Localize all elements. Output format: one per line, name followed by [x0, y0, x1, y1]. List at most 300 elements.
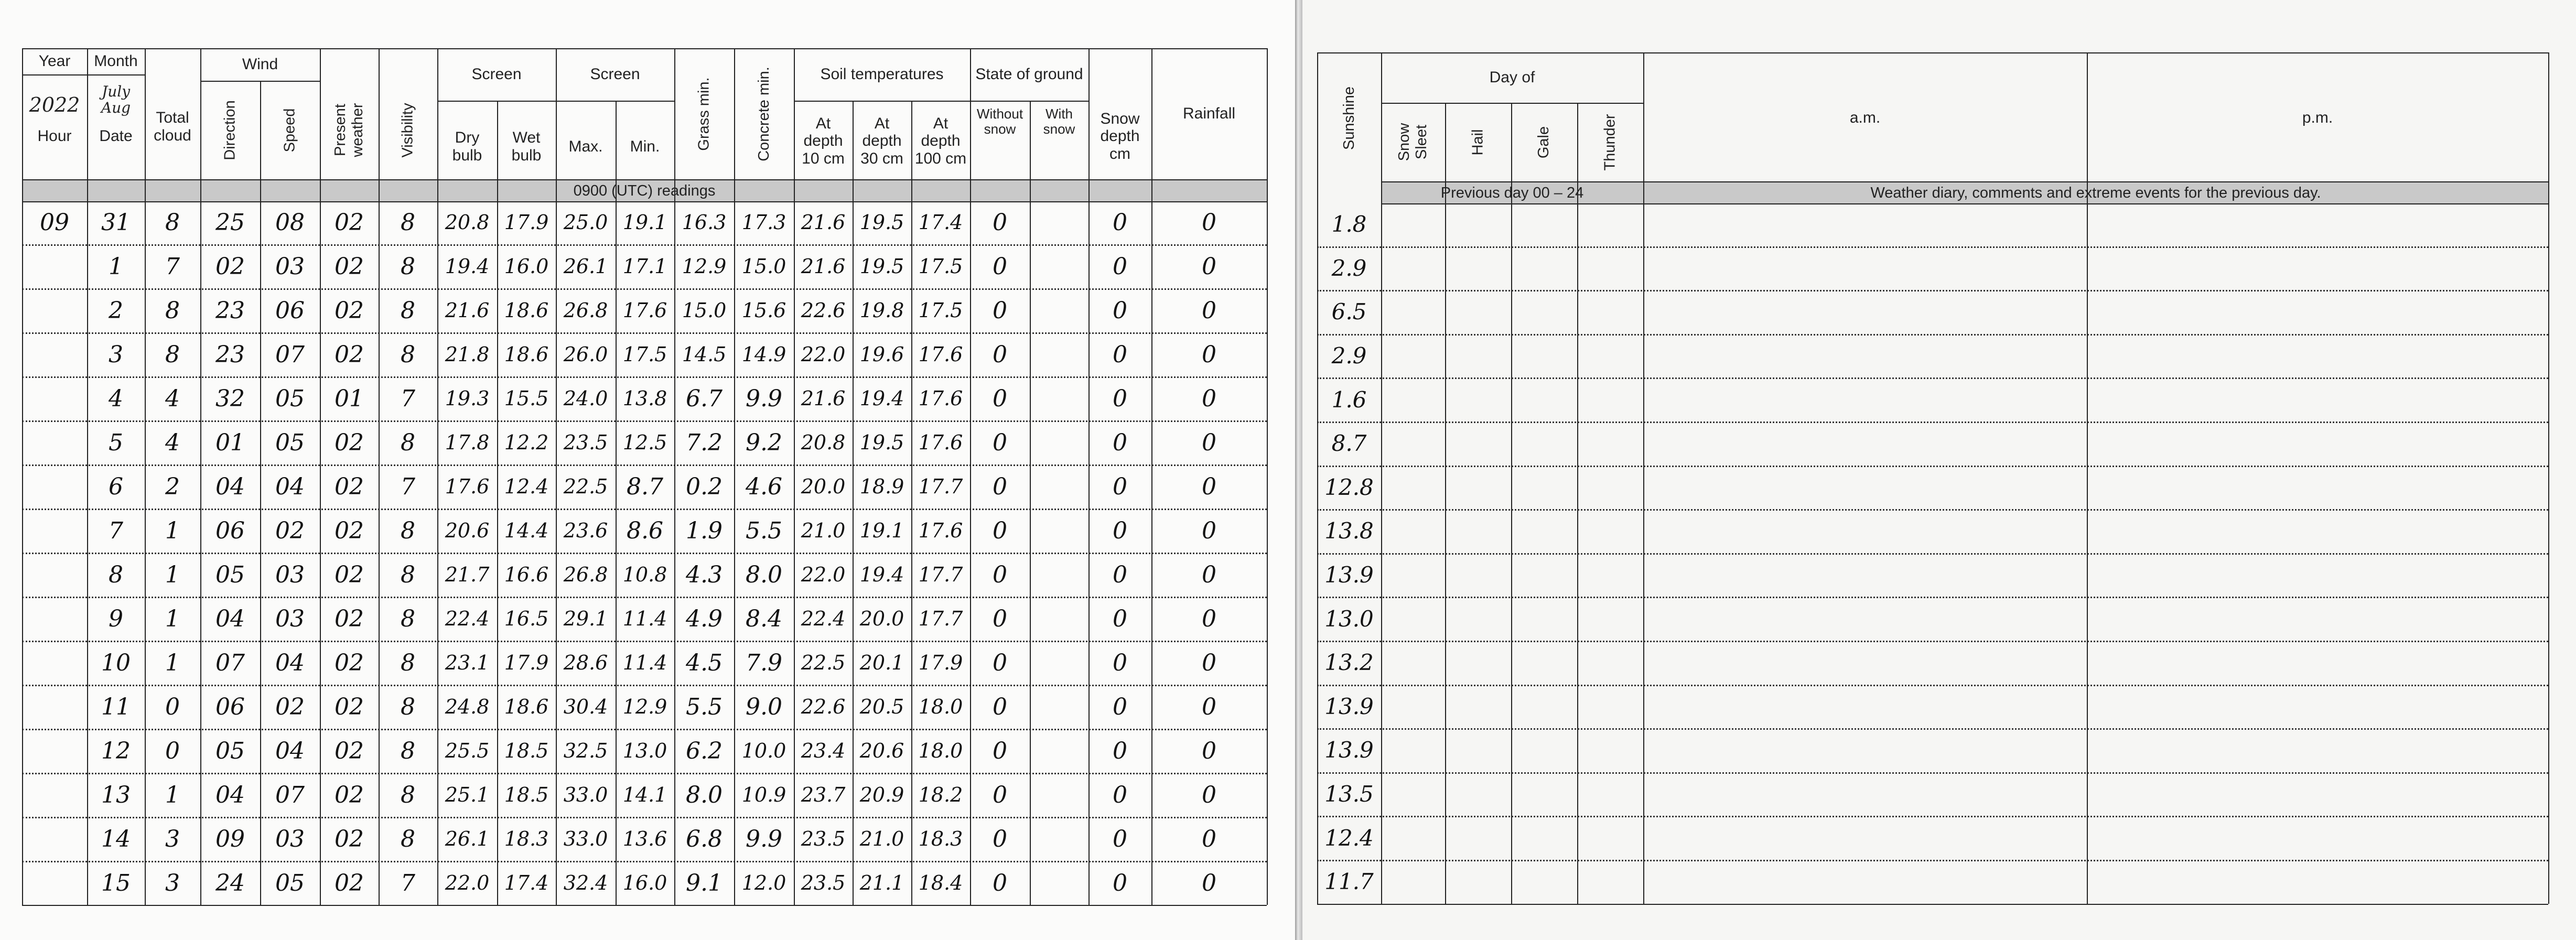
header-line	[556, 101, 674, 102]
header-line	[22, 74, 145, 75]
observation-cell: 17.9	[504, 651, 549, 674]
observation-cell	[1030, 685, 1088, 729]
column-line	[674, 48, 675, 905]
row-separator	[1317, 290, 2548, 291]
row-separator	[1317, 466, 2548, 467]
observation-cell: 0.2	[686, 473, 723, 500]
observation-cell: 17.6	[918, 343, 963, 366]
row-separator	[1317, 860, 2548, 861]
observation-cell: 02	[335, 825, 364, 852]
sunshine-cell: 13.2	[1324, 650, 1374, 676]
observation-cell: 7	[401, 869, 415, 896]
observation-cell: 19.1	[622, 211, 667, 234]
observation-cell: 0	[993, 605, 1007, 632]
observation-cell: 4	[165, 385, 180, 412]
readings-band: 0900 (UTC) readings	[22, 179, 1267, 202]
observation-cell: 02	[335, 781, 364, 808]
observation-cell: 24	[215, 869, 245, 896]
observation-cell: 0	[1202, 385, 1216, 412]
observation-cell: 25.1	[445, 783, 490, 806]
weather-diary-band: Weather diary, comments and extreme events for the previous day.	[1643, 181, 2548, 204]
observation-cell: 19.1	[859, 519, 904, 542]
observation-cell: 16.3	[682, 211, 727, 234]
observation-cell: 17.6	[445, 475, 490, 498]
column-line	[970, 48, 971, 905]
observation-cell: 20.5	[859, 695, 904, 718]
observation-cell: 7.9	[746, 649, 782, 676]
observation-cell: 24.0	[563, 387, 608, 410]
observation-cell: 9.9	[746, 385, 782, 412]
table-top-line	[1317, 52, 2548, 53]
header-am: a.m.	[1849, 109, 1881, 127]
observation-cell: 6.7	[686, 385, 723, 412]
observation-cell: 14	[101, 825, 131, 852]
header-sunshine: Sunshine	[1340, 86, 1357, 150]
observation-cell: 1	[165, 649, 180, 676]
observation-cell: 8.0	[746, 561, 782, 588]
sunshine-cell: 12.4	[1324, 825, 1374, 851]
column-line	[260, 81, 261, 905]
observation-cell: 32	[215, 385, 245, 412]
observation-cell: 22.0	[445, 871, 490, 894]
header-line	[1381, 103, 1643, 104]
observation-cell: 0	[1113, 429, 1127, 456]
observation-cell: 0	[993, 253, 1007, 280]
observation-cell: 02	[275, 517, 305, 544]
column-line	[1445, 103, 1446, 904]
observation-cell: 2	[109, 297, 123, 324]
observation-cell: 02	[275, 693, 305, 720]
observation-cell: 05	[275, 869, 305, 896]
observation-cell: 16.6	[504, 563, 549, 586]
observation-cell: 0	[993, 429, 1007, 456]
observation-cell	[22, 817, 87, 861]
observation-cell: 0	[1202, 253, 1216, 280]
observation-cell: 18.9	[859, 475, 904, 498]
observation-cell: 0	[1113, 605, 1127, 632]
observation-cell: 0	[993, 693, 1007, 720]
observation-cell: 0	[1113, 737, 1127, 764]
observation-cell: 17.5	[622, 343, 667, 366]
observation-cell: 22.0	[801, 563, 846, 586]
observation-cell	[22, 288, 87, 332]
observation-cell: 14.4	[504, 519, 549, 542]
observation-cell: 4.5	[686, 649, 723, 676]
observation-cell: 31	[101, 209, 131, 236]
observation-cell: 8	[401, 605, 415, 632]
column-line	[2087, 52, 2088, 904]
observation-cell: 23.7	[801, 783, 846, 806]
header-wet-bulb: Wet bulb	[511, 129, 542, 164]
observation-cell: 07	[215, 649, 245, 676]
observation-cell: 02	[335, 517, 364, 544]
observation-cell: 9.9	[746, 825, 782, 852]
observation-cell	[1030, 641, 1088, 685]
observation-cell: 12.5	[622, 431, 667, 454]
observation-cell: 28.6	[563, 651, 608, 674]
previous-day-band: Previous day 00 – 24	[1381, 181, 1643, 204]
column-line	[437, 48, 438, 905]
observation-cell: 3	[109, 341, 123, 368]
sunshine-cell: 2.9	[1331, 255, 1367, 281]
observation-cell: 14.9	[741, 343, 786, 366]
observation-cell: 04	[275, 473, 305, 500]
observation-cell	[22, 861, 87, 905]
header-wind: Wind	[242, 56, 278, 73]
observation-cell: 21.6	[801, 211, 846, 234]
observation-cell: 0	[1113, 517, 1127, 544]
observation-cell: 0	[993, 869, 1007, 896]
header-min: Min.	[630, 138, 660, 156]
observation-cell: 05	[215, 737, 245, 764]
observation-cell: 26.1	[445, 827, 490, 850]
observation-cell: 19.8	[859, 299, 904, 322]
observation-cell: 23.1	[445, 651, 490, 674]
observation-cell: 02	[335, 253, 364, 280]
sunshine-cell: 11.7	[1324, 869, 1374, 895]
row-separator	[1317, 553, 2548, 555]
observation-cell: 02	[335, 429, 364, 456]
observation-cell	[22, 376, 87, 420]
observation-cell: 8	[401, 341, 415, 368]
header-line	[794, 101, 970, 102]
observation-cell: 18.6	[504, 343, 549, 366]
observation-cell	[1030, 553, 1088, 597]
observation-cell: 0	[993, 341, 1007, 368]
header-hour: Hour	[37, 127, 72, 145]
observation-cell: 0	[1202, 561, 1216, 588]
observation-cell	[1030, 773, 1088, 817]
observation-cell: 10.9	[741, 783, 786, 806]
observation-cell: 02	[215, 253, 245, 280]
column-line	[145, 48, 146, 905]
observation-cell: 06	[215, 693, 245, 720]
observation-cell	[1030, 332, 1088, 376]
observation-cell: 22.6	[801, 299, 846, 322]
observation-cell: 02	[335, 297, 364, 324]
observation-cell: 32.5	[563, 739, 608, 762]
header-state-of-ground: State of ground	[975, 66, 1083, 83]
observation-cell: 21.6	[801, 255, 846, 278]
observation-cell: 15.5	[504, 387, 549, 410]
column-line	[1267, 48, 1268, 905]
header-line	[970, 101, 1088, 102]
observation-cell: 0	[993, 517, 1007, 544]
observation-cell: 0	[1113, 297, 1127, 324]
header-snow-depth: Snow depth cm	[1100, 110, 1140, 163]
observation-cell: 0	[993, 649, 1007, 676]
observation-cell: 18.6	[504, 299, 549, 322]
header-line	[200, 81, 320, 82]
header-max: Max.	[568, 138, 603, 156]
observation-cell: 0	[1113, 473, 1127, 500]
observation-cell: 08	[275, 209, 305, 236]
observation-cell: 16.0	[622, 871, 667, 894]
header-gale: Gale	[1535, 126, 1553, 158]
observation-cell: 16.0	[504, 255, 549, 278]
observation-cell: 8	[165, 341, 180, 368]
column-line	[1511, 103, 1512, 904]
sunshine-cell: 6.5	[1331, 299, 1367, 325]
observation-cell: 0	[1202, 649, 1216, 676]
observation-cell: 4.3	[686, 561, 723, 588]
observation-cell: 21.6	[445, 299, 490, 322]
observation-cell: 19.5	[859, 211, 904, 234]
observation-cell: 20.0	[859, 607, 904, 630]
observation-cell: 0	[165, 693, 180, 720]
table-bottom-line	[22, 905, 1267, 906]
observation-cell: 18.4	[918, 871, 963, 894]
observation-cell: 20.6	[445, 519, 490, 542]
observation-cell: 20.8	[801, 431, 846, 454]
observation-cell: 18.0	[918, 739, 963, 762]
observation-cell: 18.3	[918, 827, 963, 850]
observation-cell: 26.8	[563, 563, 608, 586]
column-line	[1030, 101, 1031, 905]
observation-cell: 01	[215, 429, 245, 456]
observation-cell: 0	[993, 473, 1007, 500]
observation-cell: 7	[165, 253, 180, 280]
observation-cell: 13.0	[622, 739, 667, 762]
observation-cell: 24.8	[445, 695, 490, 718]
header-dry-bulb: Dry bulb	[452, 129, 482, 164]
column-line	[794, 48, 795, 905]
observation-cell: 18.2	[918, 783, 963, 806]
observation-cell: 1	[165, 561, 180, 588]
handwritten-year: 2022	[29, 93, 80, 116]
observation-cell: 0	[1202, 605, 1216, 632]
observation-cell: 02	[335, 209, 364, 236]
observation-cell: 05	[275, 429, 305, 456]
observation-cell: 03	[275, 253, 305, 280]
observation-cell: 8	[165, 209, 180, 236]
observation-cell: 8.7	[627, 473, 663, 500]
row-separator	[1317, 728, 2548, 730]
table-bottom-line	[1317, 904, 2548, 905]
observation-cell: 9	[109, 605, 123, 632]
observation-cell: 20.1	[859, 651, 904, 674]
observation-cell: 30.4	[563, 695, 608, 718]
observation-cell: 02	[335, 693, 364, 720]
observation-cell: 23.6	[563, 519, 608, 542]
observation-cell: 29.1	[563, 607, 608, 630]
observation-cell: 13.6	[622, 827, 667, 850]
observation-cell: 04	[215, 473, 245, 500]
observation-cell: 20.0	[801, 475, 846, 498]
row-separator	[1317, 509, 2548, 511]
observation-cell: 0	[1113, 869, 1127, 896]
observation-cell	[1030, 817, 1088, 861]
header-soil-30: At depth 30 cm	[860, 114, 903, 167]
column-line	[1088, 48, 1090, 905]
header-rainfall: Rainfall	[1182, 105, 1236, 123]
observation-cell: 0	[993, 781, 1007, 808]
observation-cell: 0	[993, 737, 1007, 764]
observation-cell: 15.6	[741, 299, 786, 322]
observation-cell: 0	[1113, 649, 1127, 676]
column-line	[853, 101, 854, 905]
header-soil-10: At depth 10 cm	[802, 114, 845, 167]
column-line	[320, 48, 321, 905]
sunshine-cell: 12.8	[1324, 474, 1374, 500]
observation-cell: 0	[1113, 825, 1127, 852]
observation-cell: 22.4	[445, 607, 490, 630]
column-line	[734, 48, 735, 905]
observation-cell: 25.0	[563, 211, 608, 234]
observation-cell	[22, 244, 87, 288]
sunshine-cell: 13.0	[1324, 606, 1374, 632]
observation-cell: 05	[275, 385, 305, 412]
observation-cell	[22, 332, 87, 376]
observation-cell: 18.5	[504, 783, 549, 806]
row-separator	[1317, 772, 2548, 774]
observation-cell	[1030, 288, 1088, 332]
observation-cell: 8	[401, 693, 415, 720]
observation-cell: 04	[215, 781, 245, 808]
header-total-cloud: Total cloud	[154, 109, 191, 144]
header-concrete-min: Concrete min.	[755, 66, 772, 161]
observation-cell: 12.0	[741, 871, 786, 894]
observation-cell: 22.5	[563, 475, 608, 498]
observation-cell: 0	[993, 297, 1007, 324]
header-screen-2: Screen	[590, 66, 640, 83]
observation-cell: 7	[401, 473, 415, 500]
observation-cell: 02	[335, 869, 364, 896]
observation-cell: 32.4	[563, 871, 608, 894]
observation-cell: 1	[109, 253, 123, 280]
observation-cell: 0	[1113, 253, 1127, 280]
observation-cell: 23.5	[801, 871, 846, 894]
observation-cell: 26.0	[563, 343, 608, 366]
observation-cell: 3	[165, 825, 180, 852]
observation-cell: 1	[165, 605, 180, 632]
observation-cell: 0	[1202, 429, 1216, 456]
observation-cell: 14.5	[682, 343, 727, 366]
column-line	[1577, 103, 1578, 904]
observation-cell: 01	[335, 385, 364, 412]
observation-cell: 0	[993, 825, 1007, 852]
observation-cell: 5	[109, 429, 123, 456]
observation-cell	[22, 773, 87, 817]
observation-cell: 10.8	[622, 563, 667, 586]
observation-cell: 0	[1202, 473, 1216, 500]
observation-cell: 07	[275, 781, 305, 808]
observation-cell: 8	[401, 253, 415, 280]
observation-cell: 22.0	[801, 343, 846, 366]
observation-cell: 0	[1113, 781, 1127, 808]
observation-cell: 12.9	[622, 695, 667, 718]
observation-cell: 02	[335, 737, 364, 764]
observation-cell: 0	[1202, 517, 1216, 544]
observation-cell	[22, 553, 87, 597]
header-present-weather: Present weather	[332, 103, 366, 157]
observation-cell: 17.1	[622, 255, 667, 278]
observation-cell: 23.5	[563, 431, 608, 454]
column-line	[556, 48, 557, 905]
observation-cell: 7	[401, 385, 415, 412]
observation-cell: 12.2	[504, 431, 549, 454]
observation-cell: 33.0	[563, 827, 608, 850]
row-separator	[1317, 246, 2548, 248]
observation-cell: 17.4	[504, 871, 549, 894]
column-line	[1381, 52, 1382, 904]
observation-cell: 23	[215, 341, 245, 368]
observation-cell: 03	[275, 825, 305, 852]
header-direction: Direction	[221, 100, 239, 160]
observation-cell	[1030, 200, 1088, 244]
observation-cell: 8.6	[627, 517, 663, 544]
header-thunder: Thunder	[1601, 113, 1619, 171]
observation-cell: 22.6	[801, 695, 846, 718]
observation-cell: 0	[1113, 561, 1127, 588]
observation-cell: 8	[401, 561, 415, 588]
sunshine-cell: 13.9	[1324, 562, 1374, 588]
observation-cell: 21.7	[445, 563, 490, 586]
observation-cell: 17.6	[918, 519, 963, 542]
sunshine-cell: 1.8	[1331, 211, 1367, 237]
observation-cell: 26.8	[563, 299, 608, 322]
observation-cell: 16.5	[504, 607, 549, 630]
observation-cell	[1030, 509, 1088, 553]
observation-cell: 11.4	[622, 607, 667, 630]
observation-cell: 8.0	[686, 781, 723, 808]
observation-cell: 8	[401, 781, 415, 808]
column-line	[200, 48, 201, 905]
row-separator	[1317, 422, 2548, 423]
sunshine-cell: 13.8	[1324, 518, 1374, 544]
observation-cell: 02	[335, 341, 364, 368]
observation-cell: 19.3	[445, 387, 490, 410]
column-line	[22, 48, 23, 905]
observation-cell: 9.1	[686, 869, 723, 896]
observation-cell: 17.7	[918, 607, 963, 630]
observation-cell: 1.9	[686, 517, 723, 544]
observation-cell	[22, 597, 87, 641]
header-line	[437, 101, 556, 102]
observation-cell: 19.4	[859, 387, 904, 410]
observation-cell: 23.5	[801, 827, 846, 850]
observation-cell: 17.6	[622, 299, 667, 322]
observation-cell: 02	[335, 649, 364, 676]
observation-cell: 17.7	[918, 563, 963, 586]
observation-cell: 04	[275, 737, 305, 764]
observation-cell: 02	[335, 561, 364, 588]
column-line	[1151, 48, 1152, 905]
sunshine-cell: 13.9	[1324, 693, 1374, 719]
observation-cell: 17.4	[918, 211, 963, 234]
observation-cell: 0	[1202, 209, 1216, 236]
observation-cell: 07	[275, 341, 305, 368]
observation-cell: 19.4	[859, 563, 904, 586]
observation-cell	[22, 729, 87, 773]
observation-cell: 17.7	[918, 475, 963, 498]
observation-cell: 12.4	[504, 475, 549, 498]
observation-cell: 11.4	[622, 651, 667, 674]
header-visibility: Visibility	[399, 102, 416, 158]
observation-cell: 20.9	[859, 783, 904, 806]
observation-cell: 13.8	[622, 387, 667, 410]
header-with-snow: With snow	[1043, 105, 1075, 137]
observation-cell: 21.6	[801, 387, 846, 410]
observation-cell: 3	[165, 869, 180, 896]
observation-cell: 8.4	[746, 605, 782, 632]
header-grass-min: Grass min.	[695, 77, 713, 151]
observation-cell: 17.9	[504, 211, 549, 234]
observation-cell: 1	[165, 781, 180, 808]
row-separator	[1317, 377, 2548, 379]
observation-cell: 19.4	[445, 255, 490, 278]
sunshine-cell: 8.7	[1331, 430, 1367, 457]
